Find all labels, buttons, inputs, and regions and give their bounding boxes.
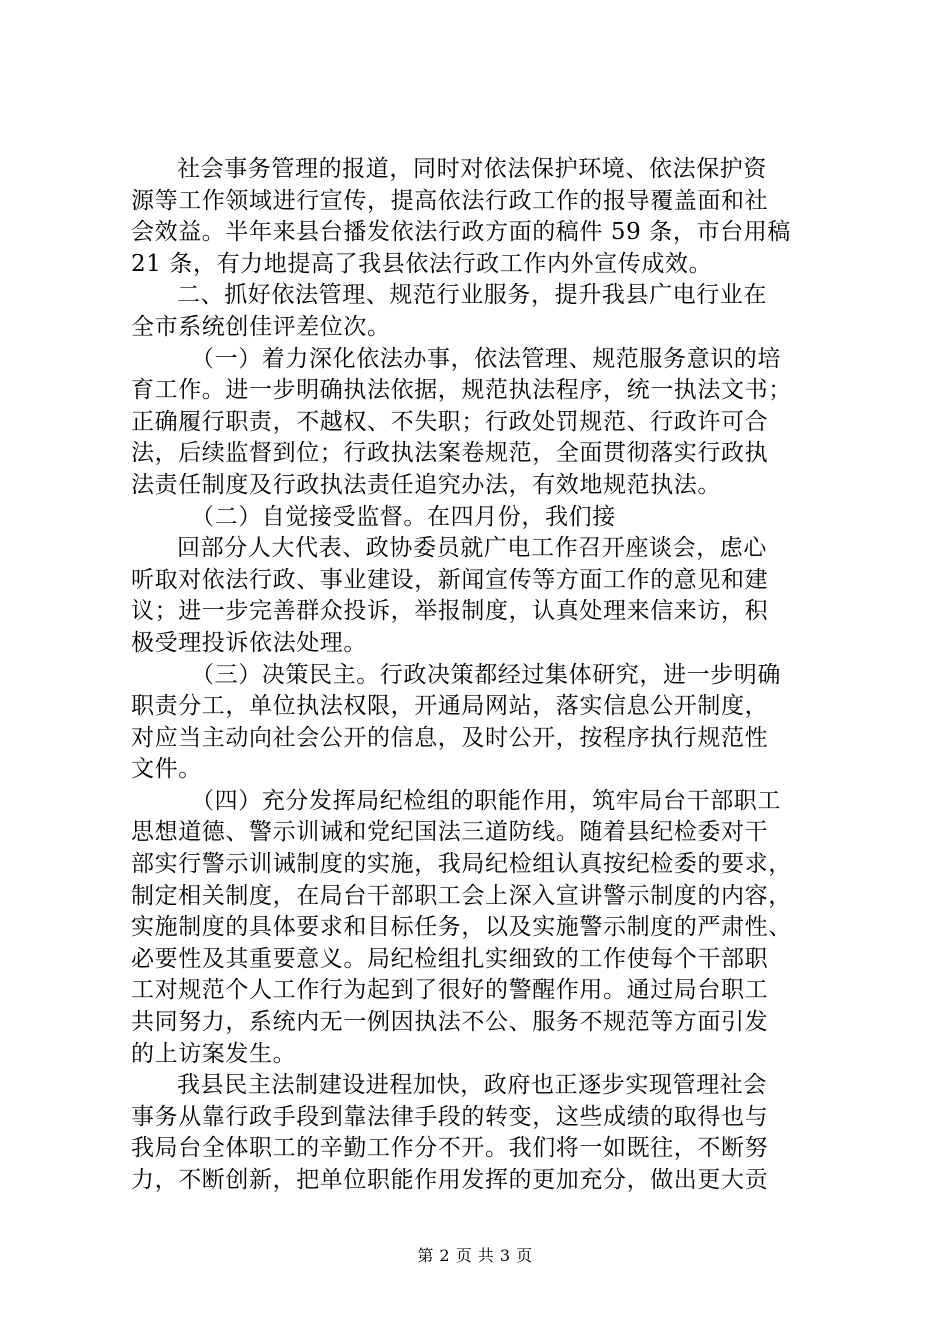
text-line: 思想道德、警示训诫和党纪国法三道防线。随着县纪检委对干 <box>131 819 769 846</box>
text-line: 我局台全体职工的辛勤工作分不开。我们将一如既往，不断努 <box>131 1135 769 1162</box>
text-line: 全市系统创佳评差位次。 <box>131 313 391 340</box>
text-line: 实施制度的具体要求和目标任务，以及实施警示制度的严肃性、 <box>131 914 792 941</box>
text-line: 部实行警示训诫制度的实施，我局纪检组认真按纪检委的要求， <box>131 851 792 878</box>
text-line: 力，不断创新，把单位职能作用发挥的更加充分，做出更大贡 <box>131 1167 769 1193</box>
text-line: 听取对依法行政、事业建设，新闻宣传等方面工作的意见和建 <box>131 566 769 593</box>
document-body <box>131 154 831 1197</box>
text-line: 回部分人大代表、政协委员就广电工作召开座谈会，虑心 <box>177 535 767 562</box>
text-line: 会效益。半年来县台播发依法行政方面的稿件 59 条，市台用稿 <box>131 219 791 246</box>
text-line: 职责分工，单位执法权限，开通局网站，落实信息公开制度， <box>131 693 769 720</box>
text-line: 极受理投诉依法处理。 <box>131 629 367 656</box>
text-line: 议；进一步完善群众投诉，举报制度，认真处理来信来访，积 <box>131 598 769 625</box>
text-line: （四）充分发挥局纪检组的职能作用，筑牢局台干部职工 <box>191 787 781 814</box>
text-line: 必要性及其重要意义。局纪检组扎实细致的工作使每个干部职 <box>131 945 769 972</box>
text-line: 文件。 <box>131 756 202 783</box>
text-line: 育工作。进一步明确执法依据，规范执法程序，统一执法文书； <box>131 377 792 404</box>
text-line: 社会事务管理的报道，同时对依法保护环境、依法保护资 <box>177 156 767 182</box>
text-line: 正确履行职责，不越权、不失职；行政处罚规范、行政许可合 <box>131 408 769 435</box>
text-line: 工对规范个人工作行为起到了很好的警醒作用。通过局台职工 <box>131 977 769 1004</box>
page-footer: 第 2 页 共 3 页 <box>417 1246 533 1265</box>
text-line: 法，后续监督到位；行政执法案卷规范，全面贯彻落实行政执 <box>131 440 769 467</box>
text-line: 对应当主动向社会公开的信息，及时公开，按程序执行规范性 <box>131 724 769 751</box>
text-line: 21 条，有力地提高了我县依法行政工作内外宣传成效。 <box>131 250 713 277</box>
text-line: 源等工作领域进行宣传，提高依法行政工作的报导覆盖面和社 <box>131 187 769 214</box>
text-line: 法责任制度及行政执法责任追究办法，有效地规范执法。 <box>131 471 721 498</box>
text-line: 事务从靠行政手段到靠法律手段的转变，这些成绩的取得也与 <box>131 1103 769 1130</box>
text-line: 二、抓好依法管理、规范行业服务，提升我县广电行业在 <box>177 282 767 309</box>
text-line: （三）决策民主。行政决策都经过集体研究，进一步明确 <box>191 661 781 688</box>
text-line: （一）着力深化依法办事，依法管理、规范服务意识的培 <box>191 345 781 372</box>
text-line: 我县民主法制建设进程加快，政府也正逐步实现管理社会 <box>177 1072 767 1099</box>
text-line: 的上访案发生。 <box>131 1040 297 1067</box>
text-line: （二）自觉接受监督。在四月份，我们接 <box>191 503 616 530</box>
text-line: 制定相关制度，在局台干部职工会上深入宣讲警示制度的内容， <box>131 882 792 909</box>
text-line: 共同努力，系统内无一例因执法不公、服务不规范等方面引发 <box>131 1009 769 1036</box>
